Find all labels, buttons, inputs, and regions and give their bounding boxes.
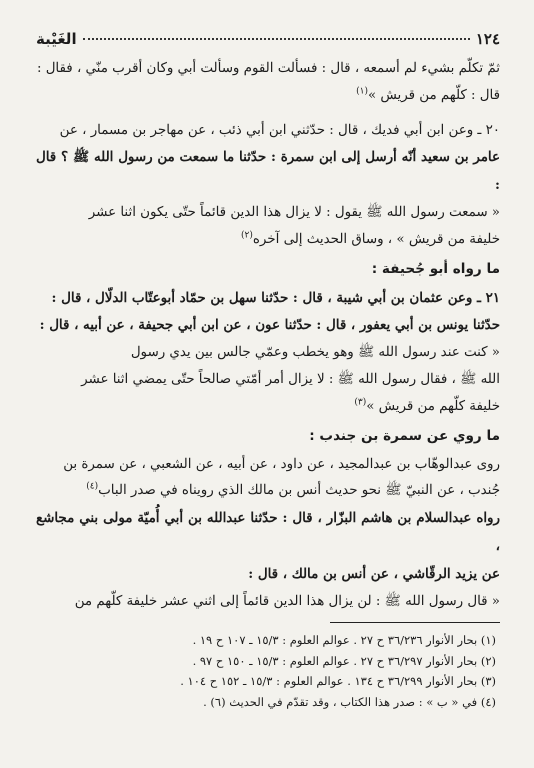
text-line: خليفة كلّهم من قريش »: [366, 398, 500, 414]
text-line: « قال رسول الله ﷺ : لن يزال هذا الدين قائماً إلى اثني عشر خليفة كلّهم من: [74, 593, 500, 609]
paragraph-1: [36, 56, 500, 110]
text-line: ٢١ ـ وعن عثمان بن أبي شيبة ، قال : حدّثنا سهل بن حمّاد أبوعتّاب الدلّال ، قال :: [51, 289, 500, 306]
paragraph-3: [36, 285, 500, 421]
footnote-marker: (٢): [241, 230, 253, 241]
text-line: ثمّ تكلّم بشيء لم أسمعه ، قال : فسألت القوم وسألت أبي وكان أقرب منّي ، فقال :: [36, 61, 500, 76]
page-header: [36, 30, 500, 56]
footnotes: [36, 630, 496, 712]
text-line: ٢٠ ـ وعن ابن أبي فديك ، قال : حدّثني ابن أبي ذئب ، عن مهاجر بن مسمار ، عن: [59, 122, 500, 138]
paragraph-2: [36, 118, 500, 254]
section-heading-samura: ما روي عن سمرة بن جندب :: [309, 427, 500, 444]
text-line: الله ﷺ ، فقال رسول الله ﷺ : لا يزال أمر أمّتي صالحاً حتّى يمضي اثنا عشر: [81, 371, 500, 387]
footnote-2: (٢) بحار الأنوار ٣٦/٢٩٧ ح ٢٧ . عوالم العلوم : ١٥/٣ ـ ١٥٠ ح ٩٧ .: [192, 653, 496, 668]
text-line: قال : كلّهم من قريش »: [367, 87, 500, 103]
section-heading-abu-juhayfa: ما رواه أبو جُحيفة :: [371, 260, 500, 277]
text-line: عامر بن سعيد أنّه أرسل إلى ابن سمرة : حدّثنا ما سمعت من رسول الله ﷺ ؟ قال :: [36, 149, 500, 194]
footnote-4: (٤) في « ب » : صدر هذا الكتاب ، وقد تقدّم في الحديث (٦) .: [203, 694, 496, 709]
text-line: روى عبدالوهّاب بن عبدالمجيد ، عن داود ، عن أبيه ، عن الشعبي ، عن سمرة بن: [63, 456, 500, 472]
header-dotted-leader: [83, 38, 470, 40]
text-line: جُندب ، عن النبيّ ﷺ نحو حديث أنس بن مالك الذي رويناه في صدر الباب: [98, 483, 500, 499]
page-number: ١٢٤: [475, 30, 500, 48]
footnote-marker: (٤): [86, 481, 99, 492]
footnote-marker: (٣): [354, 397, 367, 408]
footnote-separator: [330, 622, 500, 623]
main-text: [36, 56, 500, 615]
text-line: حدّثنا يونس بن أبي يعفور ، قال : حدّثنا عون ، عن ابن أبي جحيفة ، عن أبيه ، قال :: [39, 317, 500, 334]
text-line: « كنت عند رسول الله ﷺ وهو يخطب وعمّي جالس بين يدي رسول: [130, 345, 500, 361]
running-title: الغَيْبة: [36, 30, 77, 48]
footnote-marker: (١): [356, 86, 368, 97]
footnote-1: (١) بحار الأنوار ٣٦/٢٣٦ ح ٢٧ . عوالم العلوم : ١٥/٣ ـ ١٠٧ ح ١٩ .: [192, 633, 496, 647]
text-line: خليفة من قريش » ، وساق الحديث إلى آخره: [252, 231, 500, 247]
text-line: رواه عبدالسلام بن هاشم البزّار ، قال : حدّثنا عبدالله بن أبي أُميّة مولى بني مجاشع ،: [36, 510, 500, 554]
footnote-3: (٣) بحار الأنوار ٣٦/٢٩٩ ح ١٣٤ . عوالم العلوم : ١٥/٣ ـ ١٥٢ ح ١٠٤ .: [180, 674, 496, 689]
text-line: عن يزيد الرقّاشي ، عن أنس بن مالك ، قال :: [248, 565, 500, 582]
paragraph-4: [36, 452, 500, 616]
text-line: « سمعت رسول الله ﷺ يقول : لا يزال هذا الدين قائماً حتّى يكون اثنا عشر: [88, 204, 500, 220]
